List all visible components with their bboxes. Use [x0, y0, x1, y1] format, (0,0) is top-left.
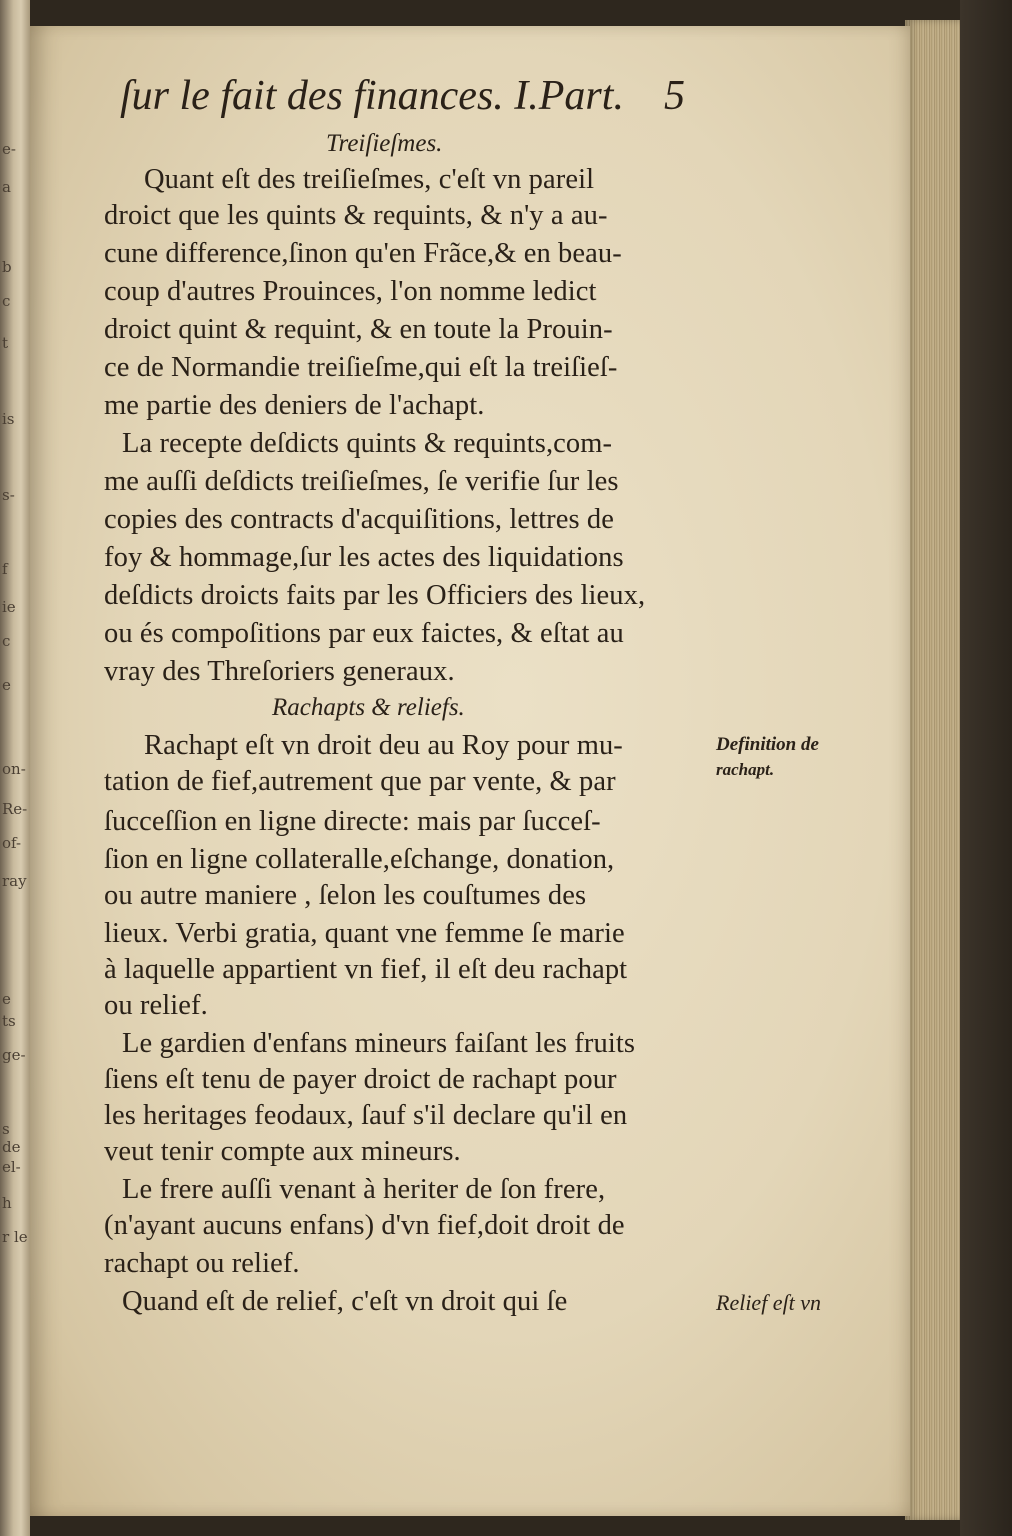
fragment: Re-	[2, 800, 28, 818]
margin-note: Relief eſt vn	[716, 1290, 822, 1315]
text-line: droict quint & requint, & en toute la Prouin-	[104, 314, 613, 345]
fragment: c	[2, 632, 11, 650]
text-line: me auſſi deſdicts treiſieſmes, ſe verifie ſur les	[104, 466, 619, 497]
text-line: foy & hommage,ſur les actes des liquidations	[104, 542, 624, 573]
text-line: à laquelle appartient vn fief, il eſt deu rachapt	[104, 954, 628, 985]
text-line: ſion en ligne collateralle,eſchange, donation,	[104, 844, 615, 875]
fragment: s-	[2, 486, 15, 504]
text-line: rachapt ou relief.	[104, 1248, 300, 1279]
fragment: is	[2, 410, 15, 428]
fragment: ts	[2, 1012, 16, 1030]
text-line: tation de fief,autrement que par vente, & par	[104, 766, 616, 797]
book-cover-edge	[960, 0, 1012, 1536]
fragment: h	[2, 1194, 12, 1212]
text-line: ce de Normandie treiſieſme,qui eſt la treiſieſ-	[104, 352, 618, 383]
text-line: veut tenir compte aux mineurs.	[104, 1136, 461, 1167]
fragment: e	[2, 990, 11, 1008]
section-heading: Treiſieſmes.	[326, 130, 443, 157]
text-line: Quant eſt des treiſieſmes, c'eſt vn pareil	[144, 164, 595, 195]
text-line: ſiens eſt tenu de payer droict de rachapt pour	[104, 1064, 617, 1095]
fragment: t	[2, 334, 9, 352]
fragment: r le	[2, 1228, 28, 1246]
text-line: (n'ayant aucuns enfans) d'vn fief,doit droit de	[104, 1210, 625, 1241]
previous-page-fragments	[0, 0, 30, 1536]
fragment: f	[2, 560, 8, 578]
fragment: el-	[2, 1158, 21, 1176]
fragment: ie	[2, 598, 16, 616]
running-title: ſur le fait des finances. I.Part.	[120, 73, 624, 119]
fragment: c	[2, 292, 11, 310]
text-line: Rachapt eſt vn droit deu au Roy pour mu-	[144, 730, 623, 761]
text-line: copies des contracts d'acquiſitions, lettres de	[104, 504, 615, 535]
fragment: ge-	[2, 1046, 26, 1064]
fragment: ray	[2, 872, 27, 890]
book-page-edges	[905, 20, 965, 1520]
text-line: Le gardien d'enfans mineurs faiſant les fruits	[122, 1028, 636, 1059]
margin-note: Definition de	[716, 734, 819, 755]
text-line: ou autre maniere , ſelon les couſtumes des	[104, 880, 587, 911]
margin-note: rachapt.	[716, 760, 775, 779]
fragment: on-	[2, 760, 26, 778]
text-line: droict que les quints & requints, & n'y a au-	[104, 200, 608, 231]
text-line: ou relief.	[104, 990, 208, 1021]
page-number: 5	[664, 73, 685, 119]
text-line: me partie des deniers de l'achapt.	[104, 390, 485, 421]
fragment: b	[2, 258, 12, 276]
fragment: e	[2, 676, 11, 694]
fragment: of-	[2, 834, 22, 852]
text-line: les heritages feodaux, ſauf s'il declare qu'il en	[104, 1100, 628, 1131]
text-line: Le frere auſſi venant à heriter de ſon frere,	[122, 1174, 606, 1205]
text-line: ſucceſſion en ligne directe: mais par ſucceſ-	[104, 806, 601, 837]
text-line: cune difference,ſinon qu'en Frãce,& en beau-	[104, 238, 622, 269]
section-heading: Rachapts & reliefs.	[272, 694, 465, 721]
fragment: s de	[2, 1120, 21, 1156]
text-line: deſdicts droicts faits par les Officiers des lieux,	[104, 580, 646, 611]
fragment: e-	[2, 140, 16, 158]
text-line: ou és compoſitions par eux faictes, & eſtat au	[104, 618, 624, 649]
text-line: coup d'autres Prouinces, l'on nomme ledict	[104, 276, 597, 307]
text-line: lieux. Verbi gratia, quant vne femme ſe marie	[104, 918, 625, 949]
text-line: Quand eſt de relief, c'eſt vn droit qui ſe	[122, 1286, 568, 1317]
text-line: vray des Threſoriers generaux.	[104, 656, 455, 687]
text-line: La recepte deſdicts quints & requints,com-	[122, 428, 613, 459]
fragment: a	[2, 178, 11, 196]
